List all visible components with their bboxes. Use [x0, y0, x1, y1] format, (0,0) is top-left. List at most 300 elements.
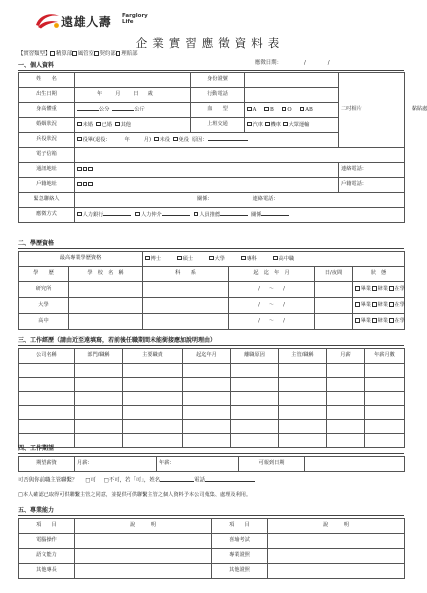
experience-row: [19, 420, 405, 434]
blank-line[interactable]: [220, 212, 248, 216]
name-field[interactable]: [75, 73, 191, 88]
photo-area: [339, 73, 427, 148]
skills-row: [19, 549, 405, 564]
experience-field[interactable]: [75, 420, 123, 434]
experience-row: [19, 434, 405, 448]
internship-type-option: 理賠部: [121, 51, 138, 57]
registered-phone-label: 戶籍電話：: [341, 181, 367, 188]
internship-type-label: 【實習類型】: [18, 51, 51, 57]
expected-salary-label-cell: [19, 457, 75, 472]
email-label-cell: [19, 148, 75, 163]
education-level: 大學: [38, 301, 49, 308]
apply-date-separator: /: [327, 60, 330, 66]
skills-row: [19, 534, 405, 549]
experience-field[interactable]: [231, 378, 279, 392]
skill-description-field[interactable]: [75, 564, 212, 579]
experience-field[interactable]: [183, 406, 231, 420]
military-done-checkbox[interactable]: [77, 137, 82, 142]
registered-zip-box[interactable]: [83, 182, 88, 187]
degree-master-checkbox[interactable]: [177, 256, 182, 261]
weight-field[interactable]: [112, 107, 134, 111]
registered-address-field[interactable]: [75, 178, 339, 193]
work-experience-table: [18, 348, 405, 448]
experience-field[interactable]: [365, 420, 405, 434]
experience-field[interactable]: [75, 406, 123, 420]
experience-field[interactable]: [19, 392, 75, 406]
marital-options[interactable]: [75, 118, 191, 133]
education-level: 高中: [38, 317, 49, 324]
day-night-field[interactable]: [315, 282, 353, 298]
cell-label: 大眾運輸: [288, 121, 310, 128]
skill-item-label: 喜瑜考試: [229, 537, 250, 544]
birth-date-field[interactable]: [75, 88, 191, 103]
available-date-field[interactable]: [305, 457, 405, 472]
emergency-contact-label: 緊急聯絡人: [33, 196, 60, 203]
status-graduated-checkbox[interactable]: [355, 302, 360, 307]
military-options[interactable]: [75, 133, 339, 148]
experience-field[interactable]: [279, 434, 327, 448]
experience-field[interactable]: [123, 378, 183, 392]
supervisor-question: 可否與你前職主管聯繫？: [18, 477, 78, 484]
id-number-field[interactable]: [245, 73, 339, 88]
section-title-skills: 五、專業能力: [18, 507, 55, 514]
status-options[interactable]: [353, 282, 405, 298]
source-job-bank-checkbox[interactable]: [77, 212, 82, 217]
contact-phone-field[interactable]: [339, 163, 405, 178]
marital-married-checkbox[interactable]: [96, 122, 101, 127]
military-label-cell: [19, 133, 75, 148]
blood-ab-checkbox[interactable]: [300, 107, 305, 112]
cell-label: 肄業: [377, 286, 388, 293]
column-header: 學 歷: [33, 270, 54, 277]
military-reason-field[interactable]: [208, 137, 248, 141]
cell-label: 原因：: [191, 136, 208, 143]
education-level: 研究所: [35, 285, 52, 292]
experience-header-cell: [183, 349, 231, 364]
experience-field[interactable]: [123, 406, 183, 420]
blood-type-options[interactable]: [245, 103, 339, 118]
status-incomplete-checkbox[interactable]: [372, 318, 377, 323]
column-header: 部門/職稱: [87, 352, 110, 359]
marital-label-cell: [19, 118, 75, 133]
experience-field[interactable]: [183, 434, 231, 448]
apply-date-separator: /: [303, 60, 306, 66]
registered-zip-box[interactable]: [88, 182, 93, 187]
column-header: 日/夜間: [324, 270, 343, 277]
day-night-field[interactable]: [315, 314, 353, 330]
contact-phone-label: 連絡電話：: [341, 166, 367, 173]
department-field[interactable]: [143, 282, 229, 298]
column-header: 月薪: [340, 352, 351, 359]
blank-line[interactable]: [103, 212, 131, 216]
experience-field[interactable]: [365, 364, 405, 378]
apply-date: [255, 61, 330, 66]
experience-field[interactable]: [279, 406, 327, 420]
cell-label: 歲: [147, 91, 153, 98]
supervisor-phone-field[interactable]: [205, 478, 255, 482]
cell-label: ～: [268, 317, 275, 324]
status-enrolled-checkbox[interactable]: [389, 286, 394, 291]
experience-field[interactable]: [19, 364, 75, 378]
supervisor-deny-option[interactable]: □不可，若「可」，姓名: [103, 477, 161, 484]
cell-label: 未婚: [82, 121, 93, 128]
school-name-field[interactable]: [69, 298, 143, 314]
source-agency-checkbox[interactable]: [135, 212, 140, 217]
commute-options[interactable]: [245, 118, 339, 133]
experience-field[interactable]: [279, 378, 327, 392]
status-enrolled-checkbox[interactable]: [389, 302, 394, 307]
experience-header-cell: [327, 349, 365, 364]
commute-car-checkbox[interactable]: [247, 122, 252, 127]
relation-label: 關係：: [197, 196, 213, 203]
internship-type-checkbox[interactable]: [116, 51, 121, 56]
degree-bachelor-checkbox[interactable]: [209, 256, 214, 261]
column-header: 學 校 名 稱: [87, 270, 124, 277]
experience-field[interactable]: [231, 406, 279, 420]
skill-item-cell: [19, 564, 75, 579]
column-header: 項 目: [229, 522, 250, 529]
experience-field[interactable]: [365, 406, 405, 420]
cell-label: 畢業: [360, 286, 371, 293]
birth-date-label: 出生日期: [36, 91, 57, 98]
mailing-address-label-cell: [19, 163, 75, 178]
commute-label-cell: [191, 118, 245, 133]
table-row: [19, 178, 405, 193]
experience-field[interactable]: [123, 434, 183, 448]
registered-phone-field[interactable]: [339, 178, 405, 193]
table-row: [19, 193, 405, 208]
personal-info-table: [18, 72, 427, 223]
cell-label: 畢業: [360, 302, 371, 309]
cell-label: A: [252, 106, 257, 113]
cell-label: 免役: [178, 136, 189, 143]
height-weight-label: 身高體重: [36, 106, 57, 113]
blank-line[interactable]: [162, 212, 190, 216]
brand-logo-mark: [34, 12, 61, 30]
status-options[interactable]: [353, 298, 405, 314]
cell-label: 人員推薦: [199, 211, 221, 218]
registered-address-label: 戶籍地址: [36, 181, 57, 188]
experience-row: [19, 406, 405, 420]
education-row: [19, 314, 405, 330]
email-field[interactable]: [75, 148, 405, 163]
photo-size-label: 二吋相片: [341, 106, 362, 113]
mobile-label: 行動電話: [207, 91, 228, 98]
skill-item-label: 電腦操作: [36, 537, 57, 544]
experience-field[interactable]: [327, 406, 365, 420]
cell-label: 日: [133, 91, 139, 98]
annual-salary-label: 年薪：: [159, 460, 175, 467]
consent-statement[interactable]: □本人確認已取得可供聯繫主管之同意，並提供可供聯繫主管之個人資料予本公司蒐集、處理及利用。: [18, 492, 252, 498]
experience-field[interactable]: [123, 364, 183, 378]
experience-field[interactable]: [123, 392, 183, 406]
status-graduated-checkbox[interactable]: [355, 318, 360, 323]
marital-single-checkbox[interactable]: [77, 122, 82, 127]
experience-field[interactable]: [75, 434, 123, 448]
education-header-cell: [229, 267, 315, 282]
column-header: 公司名稱: [36, 352, 57, 359]
experience-field[interactable]: [183, 378, 231, 392]
experience-field[interactable]: [279, 392, 327, 406]
blank-line[interactable]: [261, 212, 289, 216]
experience-field[interactable]: [19, 406, 75, 420]
experience-header-cell: [365, 349, 405, 364]
experience-field[interactable]: [327, 420, 365, 434]
height-weight-field[interactable]: [75, 103, 191, 118]
experience-field[interactable]: [327, 434, 365, 448]
table-row: [19, 267, 405, 282]
internship-type-checkbox[interactable]: [72, 51, 77, 56]
school-name-field[interactable]: [69, 314, 143, 330]
cell-label: 碩士: [182, 255, 193, 262]
skill-item-cell: [212, 534, 268, 549]
cell-label: /: [258, 285, 260, 292]
emergency-contact-label-cell: [19, 193, 75, 208]
experience-field[interactable]: [279, 364, 327, 378]
section-divider: [18, 70, 404, 71]
cell-label: 年: [124, 136, 130, 143]
experience-field[interactable]: [231, 434, 279, 448]
study-period-field[interactable]: [229, 282, 315, 298]
experience-header-cell: [19, 349, 75, 364]
education-header-cell: [69, 267, 143, 282]
experience-row: [19, 378, 405, 392]
military-none-checkbox[interactable]: [154, 137, 159, 142]
name-label-cell: [19, 73, 75, 88]
military-exempt-checkbox[interactable]: [173, 137, 178, 142]
experience-field[interactable]: [183, 392, 231, 406]
table-row: [19, 457, 405, 472]
expected-salary-label: 期望薪資: [36, 460, 57, 467]
degree-highschool-checkbox[interactable]: [273, 256, 278, 261]
cell-label: 肄業: [377, 318, 388, 325]
status-options[interactable]: [353, 314, 405, 330]
cell-label: 役畢(退役：: [82, 136, 111, 143]
cell-label: 在學: [394, 302, 405, 309]
internship-type-option: 精算部: [55, 51, 73, 57]
experience-field[interactable]: [327, 364, 365, 378]
email-label: 電子信箱: [36, 151, 57, 158]
application-source-options[interactable]: [75, 208, 405, 223]
internship-type-selector: [18, 51, 137, 57]
skill-item-label: 語文能力: [36, 552, 57, 559]
skill-item-label: 專業證照: [229, 552, 250, 559]
blood-b-checkbox[interactable]: [264, 107, 269, 112]
mailing-address-field[interactable]: [75, 163, 339, 178]
status-enrolled-checkbox[interactable]: [389, 318, 394, 323]
experience-field[interactable]: [19, 378, 75, 392]
table-row: [19, 519, 405, 534]
experience-field[interactable]: [75, 378, 123, 392]
section-title-experience: 三、工作經歷（請由近至遠填寫，若前後任職期間未能銜接應加說明理由）: [18, 337, 217, 344]
emergency-phone-label: 連絡電話：: [252, 196, 279, 203]
cell-label: ～: [268, 301, 275, 308]
education-level-cell: [19, 298, 69, 314]
status-incomplete-checkbox[interactable]: [372, 286, 377, 291]
education-row: [19, 282, 405, 298]
cell-label: 機車: [270, 121, 281, 128]
commute-label: 上班交通: [207, 121, 228, 128]
cell-label: 在學: [394, 318, 405, 325]
experience-row: [19, 364, 405, 378]
cell-label: 未役: [159, 136, 170, 143]
job-expectation-table: [18, 456, 405, 472]
status-graduated-checkbox[interactable]: [355, 286, 360, 291]
section-title-personal: 一、個人資料: [18, 62, 55, 69]
day-night-field[interactable]: [315, 298, 353, 314]
mobile-label-cell: [191, 88, 245, 103]
department-field[interactable]: [143, 314, 229, 330]
experience-header-cell: [75, 349, 123, 364]
cell-label: O: [287, 106, 292, 113]
cell-label: /: [258, 301, 260, 308]
skill-description-field[interactable]: [75, 549, 212, 564]
column-header: 說 明: [130, 522, 156, 529]
table-row: [19, 148, 405, 163]
mailing-zip-box[interactable]: [88, 167, 93, 172]
experience-field[interactable]: [327, 392, 365, 406]
skill-description-field[interactable]: [268, 534, 405, 549]
experience-field[interactable]: [75, 392, 123, 406]
experience-field[interactable]: [123, 420, 183, 434]
table-row: [19, 73, 405, 88]
registered-address-label-cell: [19, 178, 75, 193]
section-divider: [18, 515, 404, 516]
id-number-label: 身份證號: [207, 76, 228, 83]
skills-header-cell: [19, 519, 75, 534]
apply-date-label: 應徵日期：: [255, 60, 282, 66]
blood-o-checkbox[interactable]: [282, 107, 287, 112]
blood-a-checkbox[interactable]: [247, 107, 252, 112]
application-source-label-cell: [19, 208, 75, 223]
source-referral-checkbox[interactable]: [194, 212, 199, 217]
military-label: 兵役狀況: [36, 136, 57, 143]
skill-item-cell: [19, 534, 75, 549]
experience-field[interactable]: [231, 420, 279, 434]
table-row: [19, 208, 405, 223]
brand-name-en: Farglory Life: [122, 13, 148, 25]
application-source-label: 應徵方式: [36, 211, 57, 218]
photo-paste-label: 黏貼處: [411, 106, 427, 113]
cell-label: 人力銀行: [82, 211, 104, 218]
cell-label: ～: [268, 285, 275, 292]
education-table: [18, 251, 405, 330]
skill-description-field[interactable]: [268, 564, 405, 579]
supervisor-name-field[interactable]: [160, 478, 194, 482]
cell-label: 月: [115, 91, 121, 98]
mailing-zip-box[interactable]: [77, 167, 82, 172]
education-level-cell: [19, 282, 69, 298]
skill-description-field[interactable]: [268, 549, 405, 564]
education-level-cell: [19, 314, 69, 330]
section-divider: [18, 345, 404, 346]
section-title-expectation: 四、工作期望: [18, 445, 55, 452]
school-name-field[interactable]: [69, 282, 143, 298]
skill-item-label: 其他專長: [36, 567, 57, 574]
column-header: 離職原因: [244, 352, 265, 359]
column-header: 年薪月數: [374, 352, 395, 359]
section-divider: [18, 248, 404, 249]
experience-header-cell: [231, 349, 279, 364]
experience-field[interactable]: [183, 420, 231, 434]
experience-field[interactable]: [327, 378, 365, 392]
column-header: 主要職責: [142, 352, 163, 359]
cell-label: 汽車: [252, 121, 263, 128]
cell-label: 關係: [251, 211, 262, 218]
degree-phd-checkbox[interactable]: [145, 256, 150, 261]
mailing-zip-box[interactable]: [83, 167, 88, 172]
supervisor-allow-option[interactable]: □可: [85, 477, 96, 484]
commute-scooter-checkbox[interactable]: [265, 122, 270, 127]
experience-field[interactable]: [365, 392, 405, 406]
skills-header-cell: [212, 519, 268, 534]
id-number-label-cell: [191, 73, 245, 88]
education-header-cell: [315, 267, 353, 282]
degree-options[interactable]: [143, 252, 405, 267]
expected-monthly-field[interactable]: [75, 457, 157, 472]
experience-field[interactable]: [19, 420, 75, 434]
cell-label: 高中職: [278, 255, 295, 262]
department-field[interactable]: [143, 298, 229, 314]
commute-transit-checkbox[interactable]: [283, 122, 288, 127]
marital-other-checkbox[interactable]: [115, 122, 120, 127]
cell-label: AB: [305, 106, 313, 113]
registered-zip-box[interactable]: [77, 182, 82, 187]
skill-description-field[interactable]: [75, 534, 212, 549]
degree-associate-checkbox[interactable]: [241, 256, 246, 261]
experience-field[interactable]: [231, 364, 279, 378]
education-header-cell: [143, 267, 229, 282]
highest-education-label-cell: [19, 252, 143, 267]
skills-row: [19, 564, 405, 579]
experience-field[interactable]: [279, 420, 327, 434]
internship-type-option: 風管室: [77, 51, 94, 57]
experience-field[interactable]: [75, 364, 123, 378]
expected-annual-field[interactable]: [157, 457, 239, 472]
available-date-label: 可報到日期: [258, 460, 285, 467]
experience-field[interactable]: [365, 434, 405, 448]
internship-type-checkbox[interactable]: [94, 51, 99, 56]
table-row: [19, 252, 405, 267]
blood-type-label-cell: [191, 103, 245, 118]
experience-field[interactable]: [231, 392, 279, 406]
cell-label: 其他: [120, 121, 131, 128]
skills-header-cell: [75, 519, 212, 534]
column-header: 主管/職稱: [291, 352, 314, 359]
cell-label: 已婚: [101, 121, 112, 128]
cell-label: /: [283, 317, 285, 324]
emergency-contact-field[interactable]: [75, 193, 405, 208]
cell-label: /: [283, 301, 285, 308]
experience-field[interactable]: [365, 378, 405, 392]
cell-label: 肄業: [377, 302, 388, 309]
name-label: 姓 名: [36, 76, 57, 83]
study-period-field[interactable]: [229, 298, 315, 314]
height-field[interactable]: [77, 107, 99, 111]
birth-date-label-cell: [19, 88, 75, 103]
study-period-field[interactable]: [229, 314, 315, 330]
cell-label: 大學: [214, 255, 225, 262]
experience-field[interactable]: [183, 364, 231, 378]
experience-header-cell: [279, 349, 327, 364]
mobile-field[interactable]: [245, 88, 339, 103]
status-incomplete-checkbox[interactable]: [372, 302, 377, 307]
column-header: 說 明: [323, 522, 349, 529]
internship-type-checkbox[interactable]: [50, 51, 55, 56]
cell-label: B: [269, 106, 274, 113]
cell-label: 博士: [150, 255, 161, 262]
experience-row: [19, 392, 405, 406]
